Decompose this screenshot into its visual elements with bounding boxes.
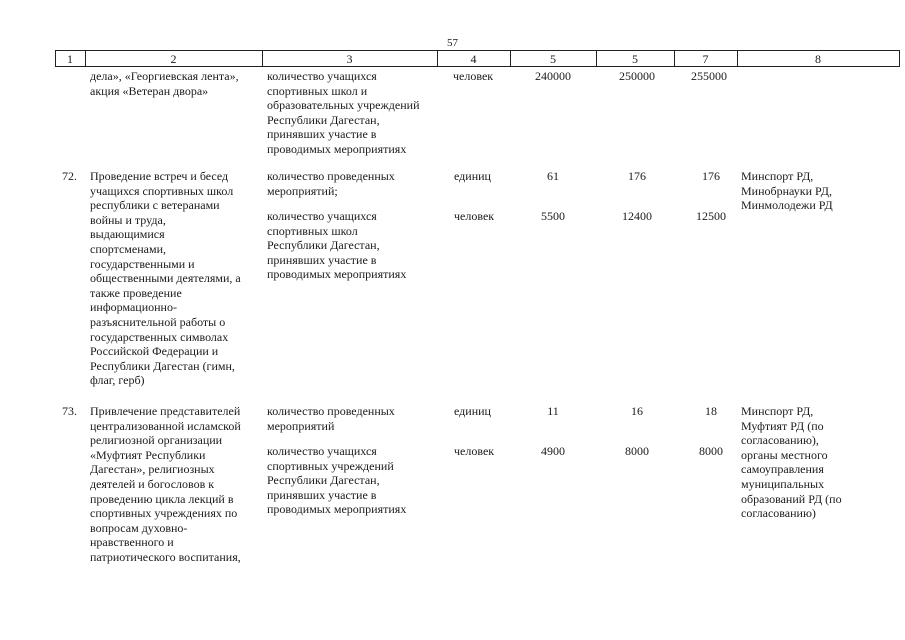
indicator-value: 8000 [625,444,649,458]
indicator-text: количество учащихся спортивных учреждений Республики Дагестан, принявших участие в проводимых мероприятиях [267,444,407,517]
continuation-indicator: количество учащихся спортивных школ и образовательных учреждений Республики Дагестан, принявших участие в проводимых мероприятиях [267,69,420,156]
page-number: 57 [447,37,458,49]
col-divider [899,50,900,67]
indicator-text: количество проведенных мероприятий; [267,169,395,198]
indicator-value: 16 [631,404,643,418]
column-header: 5 [550,52,556,66]
continuation-value: 240000 [535,69,571,83]
indicator-text: количество учащихся спортивных школ Республики Дагестан, принявших участие в проводимых мероприятиях [267,209,407,282]
unit-text: единиц [454,169,491,183]
column-header: 1 [67,52,73,66]
responsible-parties: Минспорт РД, Минобрнауки РД, Минмолодежи РД [741,169,833,213]
indicator-value: 18 [705,404,717,418]
indicator-value: 176 [628,169,646,183]
table-top-border [55,50,900,51]
column-header: 8 [815,52,821,66]
column-header: 5 [632,52,638,66]
unit-text: человек [454,209,495,223]
indicator-value: 12500 [696,209,726,223]
row-number: 73. [62,404,77,418]
indicator-text: количество проведенных мероприятий [267,404,395,433]
event-description: Проведение встреч и бесед учащихся спортивных школ республики с ветеранами войны и труда, выдающимися спортсменами, государственными и общественными деятелями, а также проведение информационно- разъяснительной работы о государственных символах Российской Федерации и Республики Дагестан (гимн, флаг, герб) [90,169,241,388]
column-header: 3 [346,52,353,66]
indicator-value: 12400 [622,209,652,223]
indicator-value: 61 [547,169,559,183]
indicator-value: 4900 [541,444,565,458]
continuation-unit: человек [453,69,494,83]
continuation-event-text: дела», «Георгиевская лента», акция «Ветеран двора» [90,69,239,98]
unit-text: человек [454,444,495,458]
column-header: 7 [702,52,709,66]
continuation-value: 255000 [691,69,727,83]
row-number: 72. [62,169,77,183]
continuation-value: 250000 [619,69,655,83]
responsible-parties: Минспорт РД, Муфтият РД (по согласованию), органы местного самоуправления муниципальных образований РД (по согласованию) [741,404,842,521]
indicator-value: 11 [547,404,559,418]
unit-text: единиц [454,404,491,418]
column-header: 2 [170,52,177,66]
event-description: Привлечение представителей централизованной исламской религиозной организации «Муфтият Республики Дагестан», религиозных деятелей и богословов к проведению цикла лекций в спортивных учреждениях по вопросам духовно- нравственного и патриотического воспитания, [90,404,241,564]
indicator-value: 176 [702,169,720,183]
indicator-value: 8000 [699,444,723,458]
column-header: 4 [470,52,477,66]
indicator-value: 5500 [541,209,565,223]
